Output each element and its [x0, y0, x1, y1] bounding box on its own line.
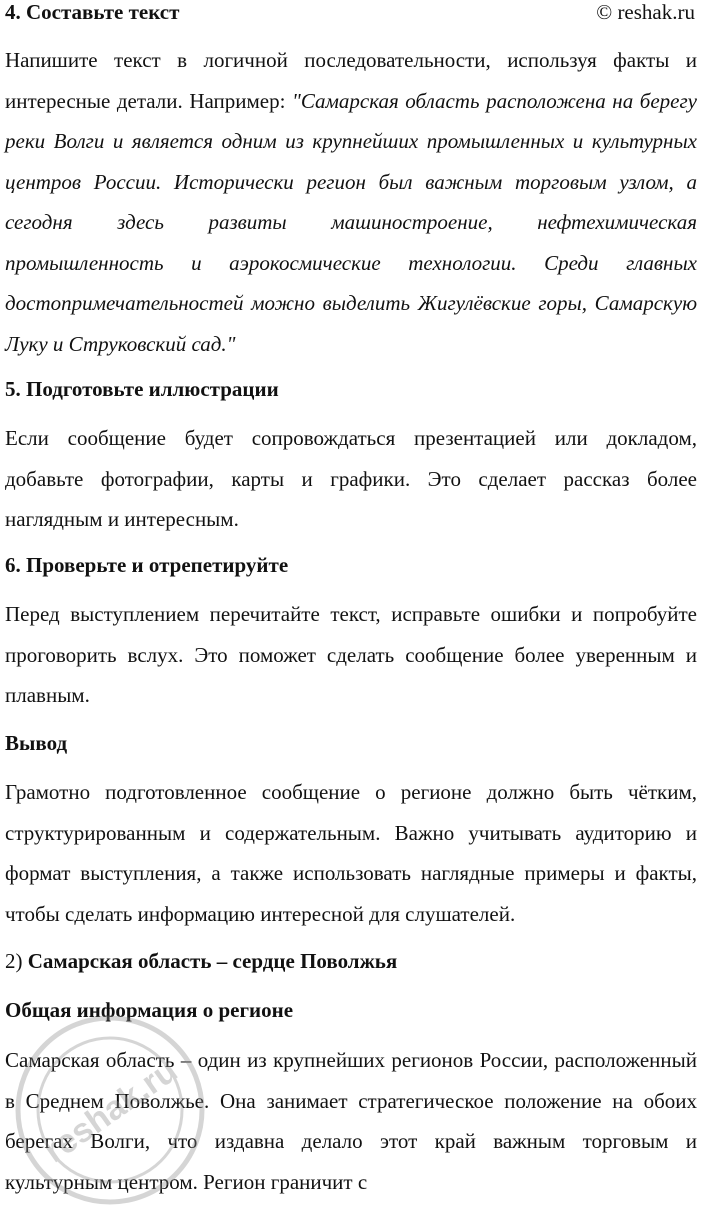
top-bar	[5, 0, 695, 24]
copyright-label: © reshak.ru	[596, 0, 695, 24]
section5-title: 5. Подготовьте иллюстрации	[5, 377, 279, 401]
section4-paragraph	[5, 40, 697, 364]
part2-number: 2)	[5, 949, 28, 973]
section5-text: Если сообщение будет сопровождаться презентацией или докладом, добавьте фотографии, карты и графики. Это сделает рассказ более наглядным и интересным.	[5, 426, 697, 531]
general-title: Общая информация о регионе	[5, 998, 294, 1022]
watermark-text: reshak.ru	[36, 1051, 185, 1171]
section4-quote: "Самарская область расположена на берегу реки Волги и является одним из крупнейших промышленных и культурных центров России. Исторически регион был важным торговым узлом, а сегодня здесь развиты машиностроение, нефтехимическая промышленность и аэрокосмические технологии. Среди главных достопримечательностей можно выделить Жигулёвские горы, Самарскую Луку и Струковский сад."	[5, 88, 697, 356]
section6-text: Перед выступлением перечитайте текст, исправьте ошибки и попробуйте проговорить вслух. Это поможет сделать сообщение более уверенным и плавным.	[5, 602, 697, 707]
conclusion-text: Грамотно подготовленное сообщение о регионе должно быть чётким, структурированным и содержательным. Важно учитывать аудиторию и формат выступления, а также использовать наглядные примеры и факты, чтобы сделать информацию интересной для слушателей.	[5, 780, 697, 926]
conclusion-title: Вывод	[5, 731, 68, 755]
part2-title: Самарская область – сердце Поволжья	[27, 949, 398, 973]
general-text: Самарская область – один из крупнейших регионов России, расположенный в Среднем Поволжье. Она занимает стратегическое положение на обоих берегах Волги, что издавна делало этот край важным торговым и культурным центром. Регион граничит с	[5, 1048, 697, 1194]
section4-intro: Напишите текст в логичной последовательности, используя факты и интересные детали. Например:	[5, 48, 697, 113]
section6-title: 6. Проверьте и отрепетируйте	[5, 553, 289, 577]
part2-heading	[5, 949, 697, 973]
section4-title: 4. Составьте текст	[5, 0, 180, 24]
